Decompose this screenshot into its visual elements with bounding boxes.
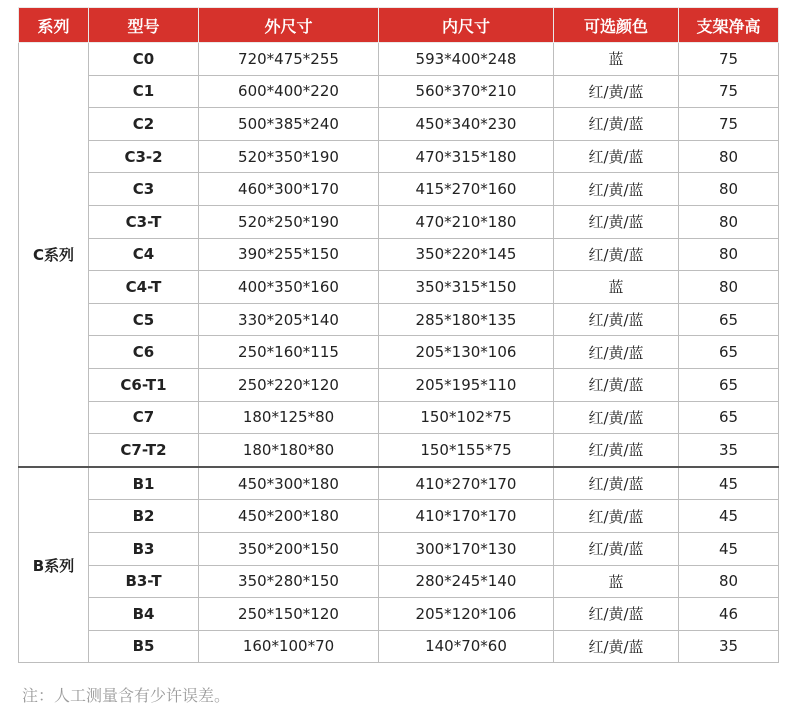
model-cell: C0 bbox=[89, 43, 199, 76]
header-outer-size: 外尺寸 bbox=[199, 8, 379, 43]
stand-height-cell: 80 bbox=[679, 140, 779, 173]
model-cell: B3 bbox=[89, 532, 199, 565]
header-color: 可选颜色 bbox=[554, 8, 679, 43]
outer-size-cell: 520*250*190 bbox=[199, 205, 379, 238]
color-cell: 红/黄/蓝 bbox=[554, 205, 679, 238]
header-model: 型号 bbox=[89, 8, 199, 43]
model-cell: C1 bbox=[89, 75, 199, 108]
inner-size-cell: 205*195*110 bbox=[379, 368, 554, 401]
stand-height-cell: 75 bbox=[679, 75, 779, 108]
outer-size-cell: 350*200*150 bbox=[199, 532, 379, 565]
stand-height-cell: 35 bbox=[679, 630, 779, 663]
color-cell: 红/黄/蓝 bbox=[554, 532, 679, 565]
inner-size-cell: 410*170*170 bbox=[379, 500, 554, 533]
stand-height-cell: 65 bbox=[679, 401, 779, 434]
color-cell: 红/黄/蓝 bbox=[554, 368, 679, 401]
table-row bbox=[19, 434, 779, 467]
outer-size-cell: 600*400*220 bbox=[199, 75, 379, 108]
model-cell: B1 bbox=[89, 467, 199, 500]
outer-size-cell: 450*300*180 bbox=[199, 467, 379, 500]
table-row bbox=[19, 401, 779, 434]
table-body bbox=[19, 43, 779, 663]
model-cell: C7-T2 bbox=[89, 434, 199, 467]
header-row bbox=[19, 8, 779, 43]
stand-height-cell: 65 bbox=[679, 368, 779, 401]
table-row bbox=[19, 75, 779, 108]
inner-size-cell: 350*220*145 bbox=[379, 238, 554, 271]
inner-size-cell: 560*370*210 bbox=[379, 75, 554, 108]
color-cell: 蓝 bbox=[554, 565, 679, 598]
color-cell: 红/黄/蓝 bbox=[554, 401, 679, 434]
table-row bbox=[19, 598, 779, 631]
model-cell: C7 bbox=[89, 401, 199, 434]
inner-size-cell: 140*70*60 bbox=[379, 630, 554, 663]
stand-height-cell: 65 bbox=[679, 303, 779, 336]
inner-size-cell: 205*120*106 bbox=[379, 598, 554, 631]
stand-height-cell: 45 bbox=[679, 467, 779, 500]
spec-table bbox=[18, 7, 779, 663]
header-inner-size: 内尺寸 bbox=[379, 8, 554, 43]
model-cell: C4-T bbox=[89, 271, 199, 304]
table-row bbox=[19, 43, 779, 76]
outer-size-cell: 160*100*70 bbox=[199, 630, 379, 663]
table-row bbox=[19, 108, 779, 141]
color-cell: 红/黄/蓝 bbox=[554, 75, 679, 108]
stand-height-cell: 65 bbox=[679, 336, 779, 369]
stand-height-cell: 45 bbox=[679, 500, 779, 533]
table-row bbox=[19, 565, 779, 598]
outer-size-cell: 720*475*255 bbox=[199, 43, 379, 76]
model-cell: B5 bbox=[89, 630, 199, 663]
table-row bbox=[19, 205, 779, 238]
model-cell: B4 bbox=[89, 598, 199, 631]
inner-size-cell: 285*180*135 bbox=[379, 303, 554, 336]
outer-size-cell: 500*385*240 bbox=[199, 108, 379, 141]
inner-size-cell: 450*340*230 bbox=[379, 108, 554, 141]
model-cell: C6 bbox=[89, 336, 199, 369]
model-cell: B3-T bbox=[89, 565, 199, 598]
stand-height-cell: 75 bbox=[679, 108, 779, 141]
outer-size-cell: 330*205*140 bbox=[199, 303, 379, 336]
stand-height-cell: 80 bbox=[679, 271, 779, 304]
stand-height-cell: 46 bbox=[679, 598, 779, 631]
table-row bbox=[19, 500, 779, 533]
table-row bbox=[19, 173, 779, 206]
color-cell: 红/黄/蓝 bbox=[554, 140, 679, 173]
table-row bbox=[19, 140, 779, 173]
table-row bbox=[19, 303, 779, 336]
table-row bbox=[19, 238, 779, 271]
model-cell: C3 bbox=[89, 173, 199, 206]
outer-size-cell: 180*125*80 bbox=[199, 401, 379, 434]
model-cell: B2 bbox=[89, 500, 199, 533]
inner-size-cell: 415*270*160 bbox=[379, 173, 554, 206]
color-cell: 红/黄/蓝 bbox=[554, 173, 679, 206]
outer-size-cell: 390*255*150 bbox=[199, 238, 379, 271]
series-cell: C系列 bbox=[19, 43, 89, 467]
stand-height-cell: 75 bbox=[679, 43, 779, 76]
color-cell: 红/黄/蓝 bbox=[554, 238, 679, 271]
footnote: 注：人工测量含有少许误差。 bbox=[22, 686, 231, 705]
stand-height-cell: 80 bbox=[679, 565, 779, 598]
header-series: 系列 bbox=[19, 8, 89, 43]
inner-size-cell: 205*130*106 bbox=[379, 336, 554, 369]
color-cell: 红/黄/蓝 bbox=[554, 598, 679, 631]
color-cell: 蓝 bbox=[554, 271, 679, 304]
color-cell: 红/黄/蓝 bbox=[554, 434, 679, 467]
stand-height-cell: 80 bbox=[679, 173, 779, 206]
outer-size-cell: 520*350*190 bbox=[199, 140, 379, 173]
model-cell: C2 bbox=[89, 108, 199, 141]
inner-size-cell: 150*102*75 bbox=[379, 401, 554, 434]
outer-size-cell: 450*200*180 bbox=[199, 500, 379, 533]
stand-height-cell: 80 bbox=[679, 205, 779, 238]
inner-size-cell: 470*210*180 bbox=[379, 205, 554, 238]
outer-size-cell: 250*150*120 bbox=[199, 598, 379, 631]
color-cell: 红/黄/蓝 bbox=[554, 630, 679, 663]
inner-size-cell: 150*155*75 bbox=[379, 434, 554, 467]
inner-size-cell: 593*400*248 bbox=[379, 43, 554, 76]
stand-height-cell: 45 bbox=[679, 532, 779, 565]
header-stand-height: 支架净高 bbox=[679, 8, 779, 43]
inner-size-cell: 280*245*140 bbox=[379, 565, 554, 598]
outer-size-cell: 460*300*170 bbox=[199, 173, 379, 206]
model-cell: C3-2 bbox=[89, 140, 199, 173]
color-cell: 红/黄/蓝 bbox=[554, 500, 679, 533]
model-cell: C3-T bbox=[89, 205, 199, 238]
color-cell: 红/黄/蓝 bbox=[554, 303, 679, 336]
inner-size-cell: 470*315*180 bbox=[379, 140, 554, 173]
color-cell: 蓝 bbox=[554, 43, 679, 76]
table-row bbox=[19, 271, 779, 304]
series-cell: B系列 bbox=[19, 467, 89, 663]
inner-size-cell: 350*315*150 bbox=[379, 271, 554, 304]
outer-size-cell: 250*220*120 bbox=[199, 368, 379, 401]
table-row bbox=[19, 532, 779, 565]
inner-size-cell: 300*170*130 bbox=[379, 532, 554, 565]
model-cell: C6-T1 bbox=[89, 368, 199, 401]
color-cell: 红/黄/蓝 bbox=[554, 336, 679, 369]
table-row bbox=[19, 368, 779, 401]
stand-height-cell: 35 bbox=[679, 434, 779, 467]
color-cell: 红/黄/蓝 bbox=[554, 108, 679, 141]
outer-size-cell: 180*180*80 bbox=[199, 434, 379, 467]
inner-size-cell: 410*270*170 bbox=[379, 467, 554, 500]
stand-height-cell: 80 bbox=[679, 238, 779, 271]
outer-size-cell: 250*160*115 bbox=[199, 336, 379, 369]
table-row bbox=[19, 630, 779, 663]
color-cell: 红/黄/蓝 bbox=[554, 467, 679, 500]
table-row bbox=[19, 336, 779, 369]
outer-size-cell: 350*280*150 bbox=[199, 565, 379, 598]
table-row bbox=[19, 467, 779, 500]
model-cell: C4 bbox=[89, 238, 199, 271]
model-cell: C5 bbox=[89, 303, 199, 336]
outer-size-cell: 400*350*160 bbox=[199, 271, 379, 304]
